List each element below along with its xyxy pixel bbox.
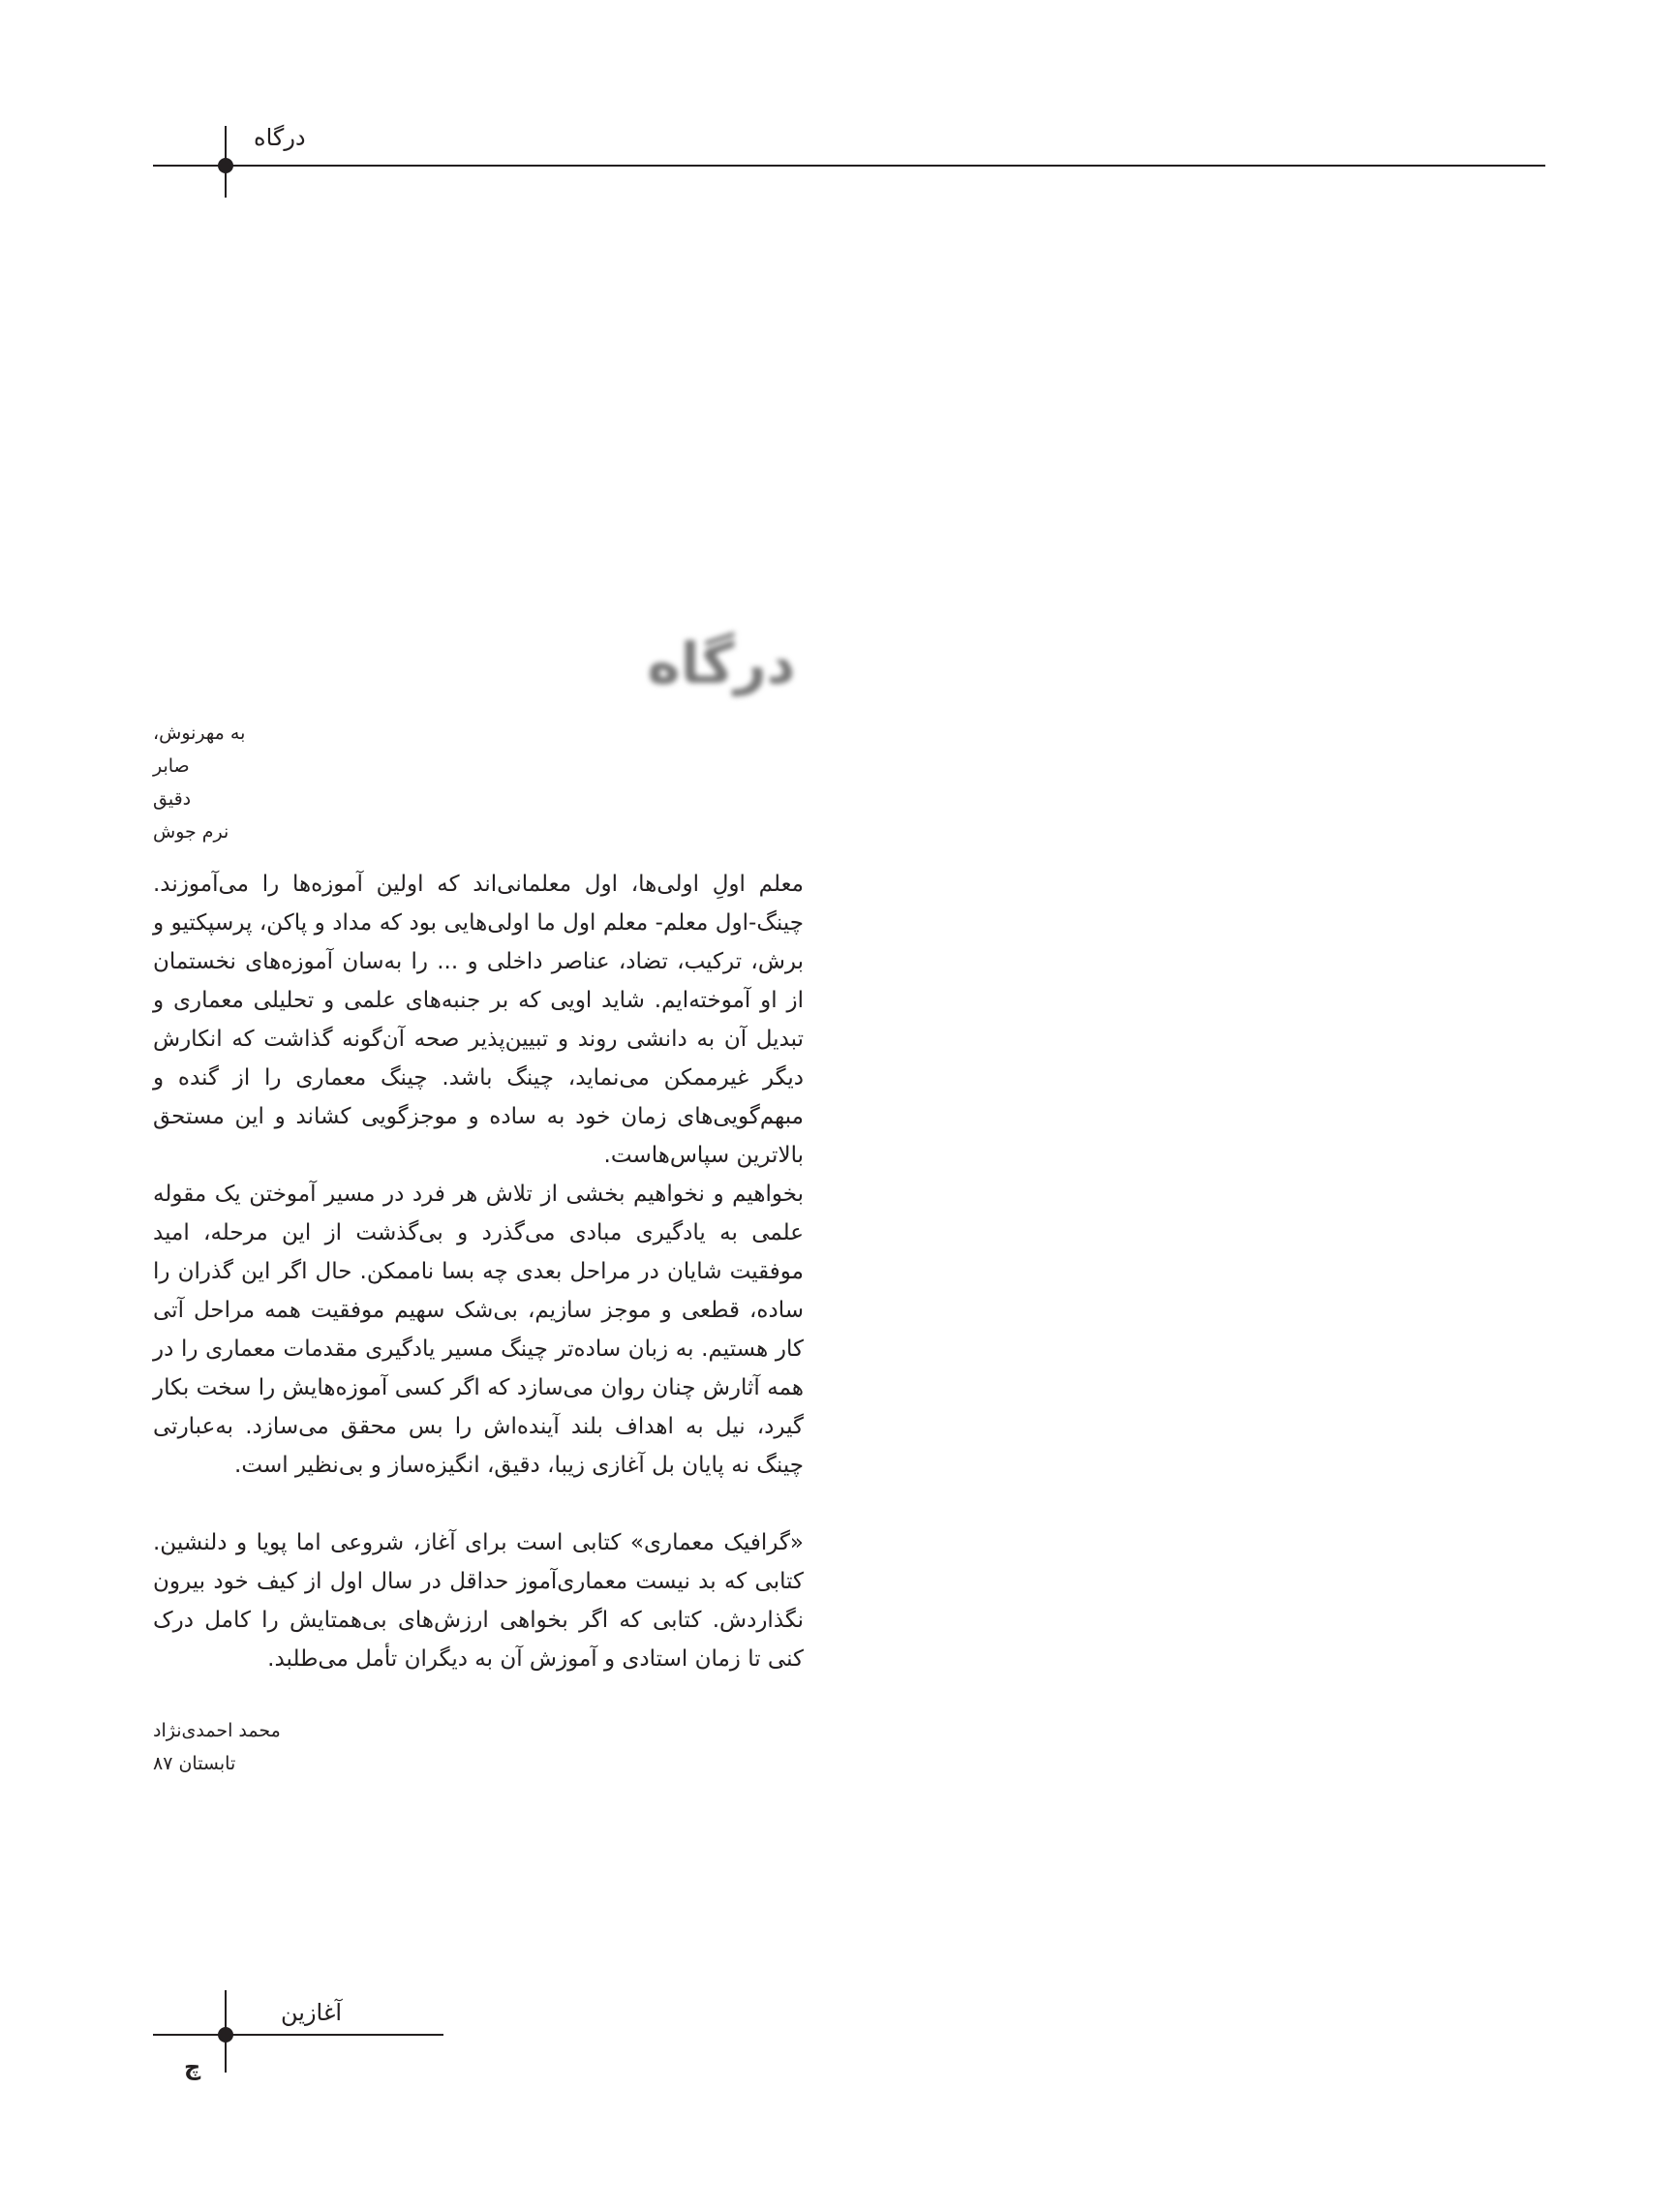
dedication-line: به مهرنوش، [153,722,246,744]
author-name: محمد احمدی‌نژاد [153,1720,281,1741]
header-rule [153,165,1545,167]
body-paragraph: «گرافیک معماری» کتابی است برای آغاز، شروعی اما پویا و دلنشین. کتابی که بد نیست معماری‌آموز حداقل در سال اول از کیف خود بیرون نگذاردش. کتابی که اگر بخواهی ارزش‌های بی‌همتایش را کامل درک کنی تا زمان استادی و آموزش آن به دیگران تأمل می‌طلبد. [153,1530,804,1672]
footer-rule [153,2034,443,2036]
body-paragraph: بخواهیم و نخواهیم بخشی از تلاش هر فرد در مسیر آموختن یک مقوله علمی به یادگیری مبادی می‌گذرد و بی‌گذشت از این مرحله، امید موفقیت شایان در مراحل بعدی چه بسا ناممکن. حال اگر این گذران را ساده، قطعی و موجز سازیم، بی‌شک سهیم موفقیت همه مراحل آتی کار هستیم. به زبان ساده‌تر چینگ مسیر یادگیری مقدمات معماری را در همه آثارش چنان روان می‌سازد که اگر کسی آموزه‌هایش را سخت بکار گیرد، نیل به اهداف بلند آینده‌اش را بس محقق می‌سازد. به‌عبارتی چینگ نه پایان بل آغازی زیبا، دقیق، انگیزه‌ساز و بی‌نظیر است. [153,1182,804,1478]
dedication-line: صابر [153,755,190,777]
dedication [153,717,502,848]
signature-date: تابستان ۸۷ [153,1753,236,1774]
body-paragraph: معلم اولِ اولی‌ها، اول معلمانی‌اند که اولین آموزه‌ها را می‌آموزند. چینگ-اول معلم- معلم اول ما اولی‌هایی بود که مداد و پاکن، پرسپکتیو و برش، ترکیب، تضاد، عناصر داخلی و ... را به‌سان آموزه‌های نخستمان از او آموخته‌ایم. شاید اویی که بر جنبه‌های علمی و تحلیلی معماری و تبدیل آن به دانشی روند و تبیین‌پذیر صحه آن‌گونه گذاشت که انکارش دیگر غیرممکن می‌نماید، چینگ باشد. چینگ معماری را از گنده و مبهم‌گویی‌های زمان خود به ساده و موجزگویی کشاند و این مستحق بالاترین سپاس‌هاست. [153,872,804,1168]
dedication-line: دقیق [153,788,192,810]
page-number: چ [184,2053,201,2080]
dedication-line: نرم جوش [153,821,229,843]
footer-crosshair-dot [218,2027,233,2043]
header-crosshair-dot [218,158,233,173]
signature [153,1714,502,1780]
running-header: درگاه [254,124,306,151]
page-title: درگاه [647,630,796,696]
running-footer: آغازین [281,1999,343,2026]
